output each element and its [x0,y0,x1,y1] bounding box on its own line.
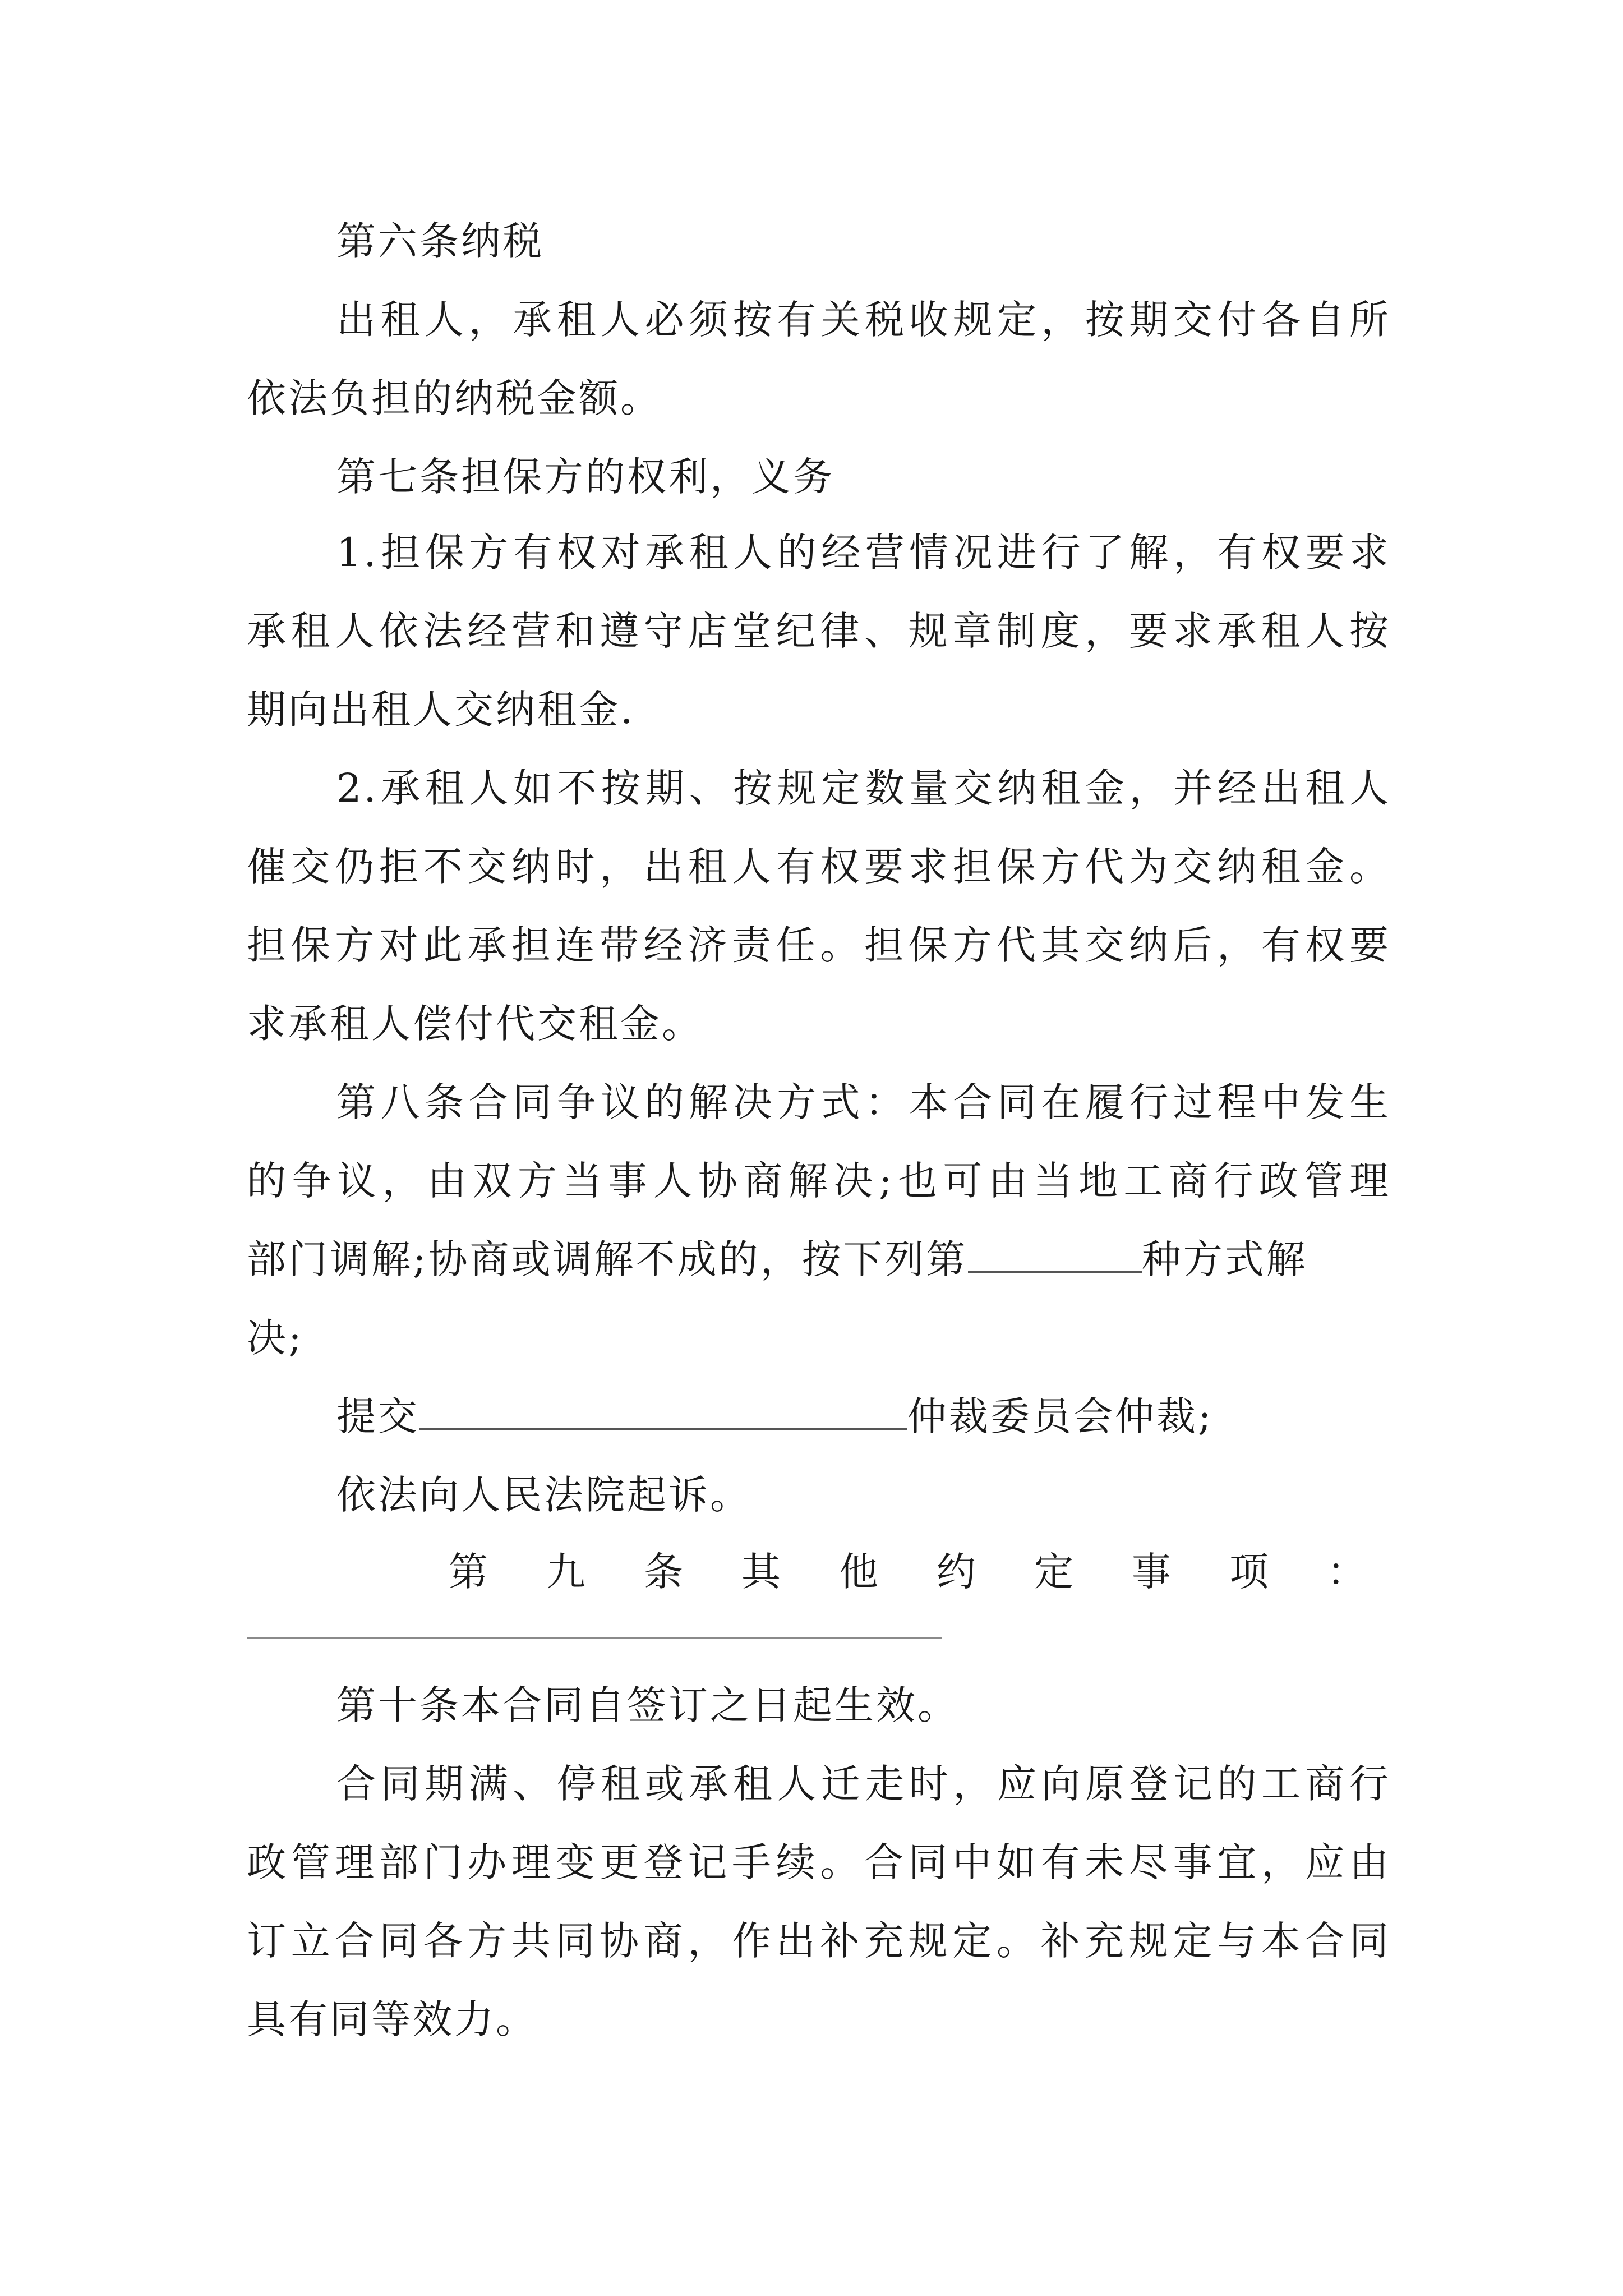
article-7-item-2-line-3: 担保方对此承担连带经济责任。担保方代其交纳后，有权要 [247,922,1391,968]
dispute-method-number-blank [968,1236,1142,1273]
article-7-item-2-line-2: 催交仍拒不交纳时，出租人有权要求担保方代为交纳租金。 [247,844,1391,890]
article-7-item-2-line-4: 求承租人偿付代交租金。 [247,1001,703,1047]
article-8-line-3-text-b: 种方式解 [1141,1236,1308,1282]
article-8-line-3 [247,1231,1391,1287]
article-6-text-line-1: 出租人，承租人必须按有关税收规定，按期交付各自所 [336,297,1391,343]
arbitration-option-suffix: 仲裁委员会仲裁; [907,1393,1214,1439]
arbitration-option [336,1388,1391,1444]
article-9-heading: 第九条其他约定事项： [449,1549,1368,1595]
article-7-item-2-line-1: 2.承租人如不按期、按规定数量交纳租金，并经出租人 [336,765,1391,811]
arbitration-option-prefix: 提交 [336,1393,419,1439]
article-7-heading: 第七条担保方的权利，义务 [336,454,834,500]
article-10-text-line-3: 订立合同各方共同协商，作出补充规定。补充规定与本合同 [247,1918,1391,1964]
article-7-item-1-line-1: 1.担保方有权对承租人的经营情况进行了解，有权要求 [336,530,1391,576]
article-6-text-line-2: 依法负担的纳税金额。 [247,375,662,421]
arbitration-committee-blank [419,1393,907,1430]
article-6-heading: 第六条纳税 [336,218,544,264]
article-9-blank-line [247,1637,942,1639]
article-10-text-line-2: 政管理部门办理变更登记手续。合同中如有未尽事宜，应由 [247,1839,1391,1885]
article-7-item-1-line-3: 期向出租人交纳租金. [247,687,635,733]
article-8-line-4: 决; [247,1315,304,1361]
article-10-text-line-4: 具有同等效力。 [247,1996,537,2042]
litigation-option: 依法向人民法院起诉。 [336,1472,751,1518]
article-10-text-line-1: 合同期满、停租或承租人迁走时，应向原登记的工商行 [336,1761,1391,1807]
article-8-line-1: 第八条合同争议的解决方式：本合同在履行过程中发生 [336,1079,1391,1125]
article-7-item-1-line-2: 承租人依法经营和遵守店堂纪律、规章制度，要求承租人按 [247,608,1391,654]
article-8-line-3-text-a: 部门调解;协商或调解不成的，按下列第 [247,1236,968,1282]
article-10-heading: 第十条本合同自签订之日起生效。 [336,1682,959,1728]
article-8-line-2: 的争议，由双方当事人协商解决;也可由当地工商行政管理 [247,1158,1391,1204]
